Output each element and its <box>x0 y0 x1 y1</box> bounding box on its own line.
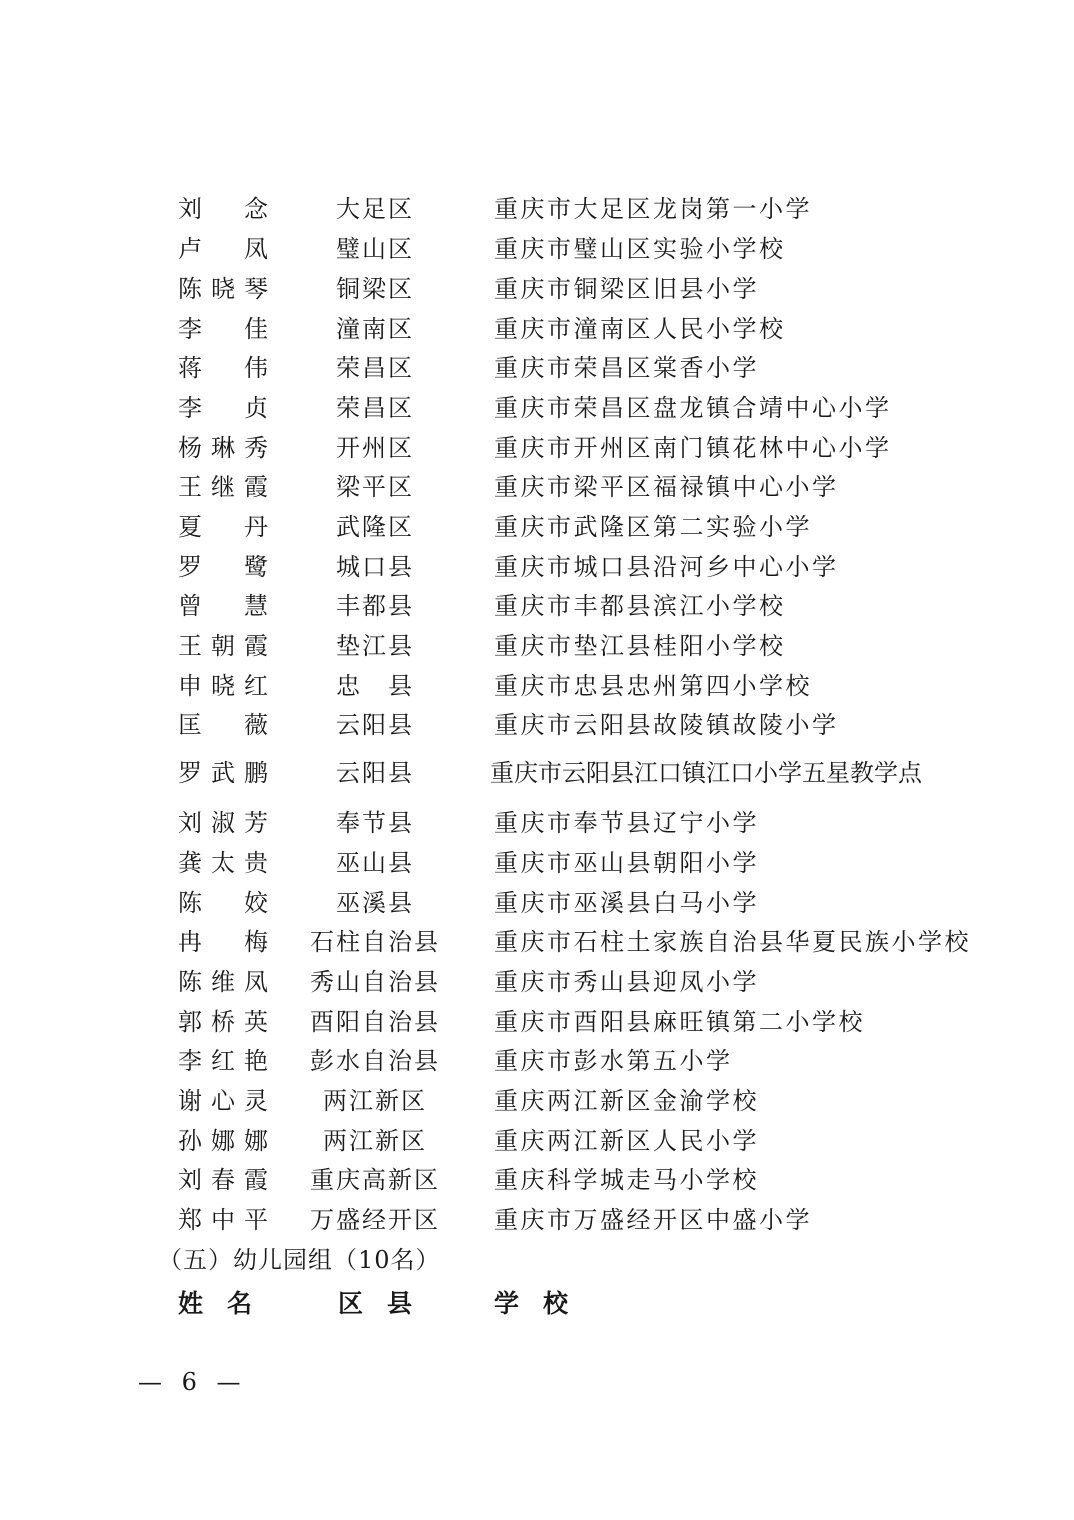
list-item <box>0 962 1074 1002</box>
list-item <box>0 1121 1074 1161</box>
district-name: 忠 县 <box>336 672 414 700</box>
person-name: 卢 凤 <box>178 235 268 263</box>
school-name: 重庆市秀山县迎凤小学 <box>494 968 759 996</box>
list-item <box>0 1200 1074 1240</box>
district-name: 万盛经开区 <box>310 1206 440 1234</box>
school-name: 重庆市巫山县朝阳小学 <box>494 849 759 877</box>
person-name: 刘春霞 <box>178 1166 268 1194</box>
person-name: 蒋 伟 <box>178 354 268 382</box>
list-item <box>0 586 1074 626</box>
person-name: 陈维凤 <box>178 968 268 996</box>
district-name: 荣昌区 <box>336 394 414 422</box>
school-name: 重庆市奉节县辽宁小学 <box>494 809 759 837</box>
list-item <box>0 1081 1074 1121</box>
list-item <box>0 428 1074 468</box>
list-item <box>0 547 1074 587</box>
district-name: 巫山县 <box>336 849 414 877</box>
district-name: 石柱自治县 <box>310 928 440 956</box>
school-name: 重庆市潼南区人民小学校 <box>494 315 786 343</box>
district-name: 铜梁区 <box>336 275 414 303</box>
district-name: 潼南区 <box>336 315 414 343</box>
school-name: 重庆市云阳县江口镇江口小学五星教学点 <box>490 759 922 787</box>
person-name: 王朝霞 <box>178 632 268 660</box>
person-name: 刘淑芳 <box>178 809 268 837</box>
list-item <box>0 626 1074 666</box>
district-name: 璧山区 <box>336 235 414 263</box>
district-name: 垫江县 <box>336 632 414 660</box>
person-name: 郭桥英 <box>178 1008 268 1036</box>
school-name: 重庆市开州区南门镇花林中心小学 <box>494 434 892 462</box>
list-item <box>0 1002 1074 1042</box>
person-name: 申晓红 <box>178 672 268 700</box>
school-name: 重庆市巫溪县白马小学 <box>494 889 759 917</box>
school-name: 重庆市酉阳县麻旺镇第二小学校 <box>494 1008 865 1036</box>
header-school: 学校 <box>494 1289 568 1318</box>
school-name: 重庆市大足区龙岗第一小学 <box>494 195 812 223</box>
list-item <box>0 843 1074 883</box>
person-name: 孙娜娜 <box>178 1127 268 1155</box>
district-name: 两江新区 <box>323 1087 427 1115</box>
person-name: 匡 薇 <box>178 711 268 739</box>
list-item <box>0 705 1074 745</box>
school-name: 重庆市云阳县故陵镇故陵小学 <box>494 711 839 739</box>
school-name: 重庆市武隆区第二实验小学 <box>494 513 812 541</box>
district-name: 城口县 <box>336 553 414 581</box>
school-name: 重庆两江新区金渝学校 <box>494 1087 759 1115</box>
school-name: 重庆两江新区人民小学 <box>494 1127 759 1155</box>
list-item <box>0 922 1074 962</box>
school-name: 重庆市石柱土家族自治县华夏民族小学校 <box>494 928 971 956</box>
school-name: 重庆市城口县沿河乡中心小学 <box>494 553 839 581</box>
district-name: 酉阳自治县 <box>310 1008 440 1036</box>
person-name: 罗 鹭 <box>178 553 268 581</box>
list-item <box>0 388 1074 428</box>
list-item <box>0 269 1074 309</box>
district-name: 秀山自治县 <box>310 968 440 996</box>
person-name: 李 佳 <box>178 315 268 343</box>
district-name: 彭水自治县 <box>310 1047 440 1075</box>
list-item <box>0 229 1074 269</box>
list-item <box>0 883 1074 923</box>
district-name: 大足区 <box>336 195 414 223</box>
page-number: — 6 — <box>138 1368 247 1396</box>
table-header <box>0 1284 1074 1324</box>
person-name: 陈晓琴 <box>178 275 268 303</box>
list-item <box>0 1041 1074 1081</box>
school-name: 重庆市铜梁区旧县小学 <box>494 275 759 303</box>
person-name: 李红艳 <box>178 1047 268 1075</box>
list-item <box>0 507 1074 547</box>
list-item <box>0 1160 1074 1200</box>
district-name: 荣昌区 <box>336 354 414 382</box>
district-name: 云阳县 <box>336 711 414 739</box>
list-item <box>0 309 1074 349</box>
district-name: 云阳县 <box>336 759 414 787</box>
person-name: 郑中平 <box>178 1206 268 1234</box>
district-name: 梁平区 <box>336 473 414 501</box>
person-name: 谢心灵 <box>178 1087 268 1115</box>
section-title: （五）幼儿园组（10名） <box>158 1246 441 1274</box>
person-name: 陈 姣 <box>178 889 268 917</box>
school-name: 重庆市忠县忠州第四小学校 <box>494 672 812 700</box>
list-item <box>0 803 1074 843</box>
district-name: 重庆高新区 <box>310 1166 440 1194</box>
school-name: 重庆市荣昌区盘龙镇合靖中心小学 <box>494 394 892 422</box>
person-name: 刘 念 <box>178 195 268 223</box>
list-item <box>0 666 1074 706</box>
school-name: 重庆市彭水第五小学 <box>494 1047 733 1075</box>
list-item <box>0 189 1074 229</box>
district-name: 开州区 <box>336 434 414 462</box>
list-item <box>0 348 1074 388</box>
person-name: 冉 梅 <box>178 928 268 956</box>
person-name: 龚太贵 <box>178 849 268 877</box>
person-name: 夏 丹 <box>178 513 268 541</box>
school-name: 重庆市荣昌区棠香小学 <box>494 354 759 382</box>
person-name: 杨琳秀 <box>178 434 268 462</box>
person-name: 罗武鹏 <box>178 759 268 787</box>
school-name: 重庆市丰都县滨江小学校 <box>494 592 786 620</box>
list-item <box>0 467 1074 507</box>
school-name: 重庆科学城走马小学校 <box>494 1166 759 1194</box>
district-name: 巫溪县 <box>336 889 414 917</box>
district-name: 丰都县 <box>336 592 414 620</box>
school-name: 重庆市万盛经开区中盛小学 <box>494 1206 812 1234</box>
list-item <box>0 753 1074 793</box>
district-name: 武隆区 <box>336 513 414 541</box>
school-name: 重庆市璧山区实验小学校 <box>494 235 786 263</box>
district-name: 奉节县 <box>336 809 414 837</box>
person-name: 曾 慧 <box>178 592 268 620</box>
school-name: 重庆市梁平区福禄镇中心小学 <box>494 473 839 501</box>
person-name: 王继霞 <box>178 473 268 501</box>
district-name: 两江新区 <box>323 1127 427 1155</box>
person-name: 李 贞 <box>178 394 268 422</box>
school-name: 重庆市垫江县桂阳小学校 <box>494 632 786 660</box>
header-name: 姓名 <box>178 1289 252 1318</box>
header-district: 区县 <box>338 1289 412 1318</box>
